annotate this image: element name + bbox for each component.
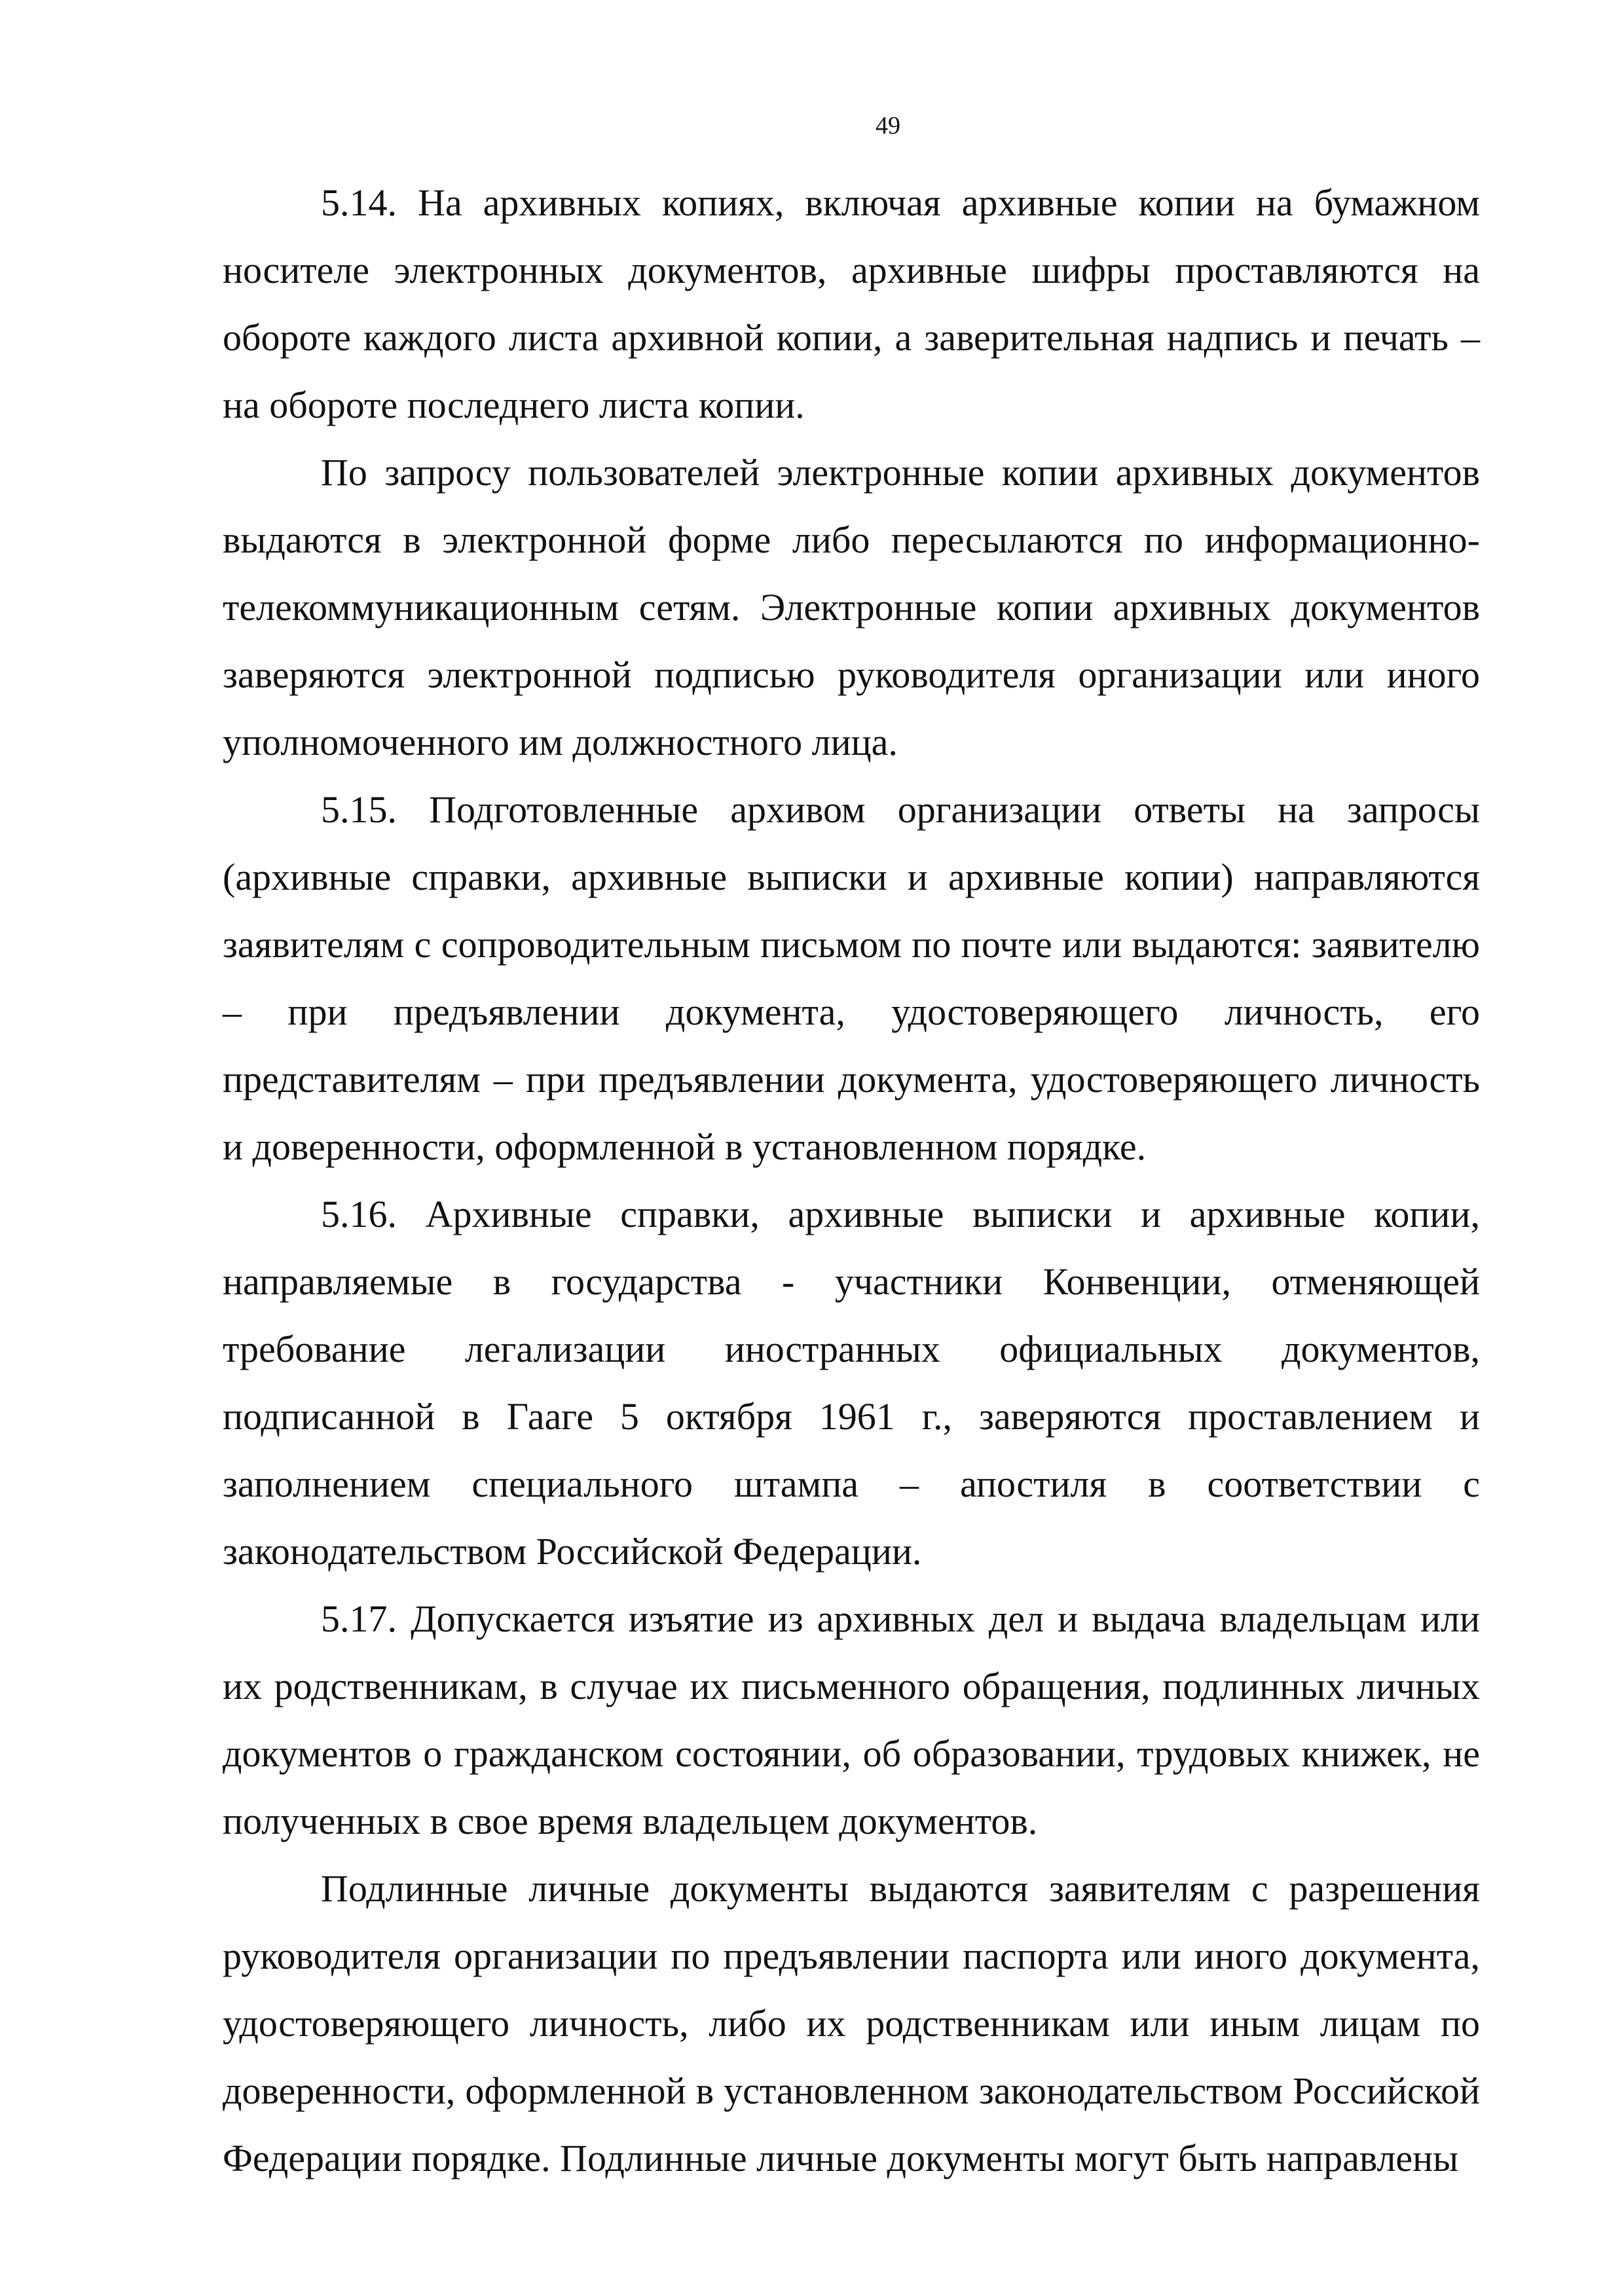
document-body (223, 169, 1480, 2192)
paragraph-5-14: 5.14. На архивных копиях, включая архивные копии на бумажном носителе электронных документов, архивные шифры проставляются на обороте каждого листа архивной копии, а заверительная надпись и печать – на обороте последнего листа копии. (223, 181, 1480, 426)
page-number: 49 (876, 112, 900, 139)
paragraph-electronic-copies: По запросу пользователей электронные копии архивных документов выдаются в электронной форме либо пересылаются по информационно-телекоммуникационным сетям. Электронные копии архивных документов заверяются электронной подписью руководителя организации или иного уполномоченного им должностного лица. (223, 451, 1480, 763)
paragraph-5-16: 5.16. Архивные справки, архивные выписки и архивные копии, направляемые в государства - участники Конвенции, отменяющей требование легализации иностранных официальных документов, подписанной в Гааге 5 октября 1961 г., заверяются проставлением и заполнением специального штампа – апостиля в соответствии с законодательством Российской Федерации. (223, 1193, 1480, 1573)
paragraph-5-15: 5.15. Подготовленные архивом организации ответы на запросы (архивные справки, архивные выписки и архивные копии) направляются заявителям с сопроводительным письмом по почте или выдаются: заявителю – при предъявлении документа, удостоверяющего личность, его представителям – при предъявлении документа, удостоверяющего личность и доверенности, оформленной в установленном порядке. (223, 788, 1480, 1168)
paragraph-5-17: 5.17. Допускается изъятие из архивных дел и выдача владельцам или их родственникам, в случае их письменного обращения, подлинных личных документов о гражданском состоянии, об образовании, трудовых книжек, не полученных в свое время владельцем документов. (223, 1597, 1480, 1842)
paragraph-original-documents: Подлинные личные документы выдаются заявителям с разрешения руководителя организации по предъявлении паспорта или иного документа, удостоверяющего личность, либо их родственникам или иным лицам по доверенности, оформленной в установленном законодательством Российской Федерации порядке. Подлинные личные документы могут быть направлены (223, 1867, 1480, 2179)
